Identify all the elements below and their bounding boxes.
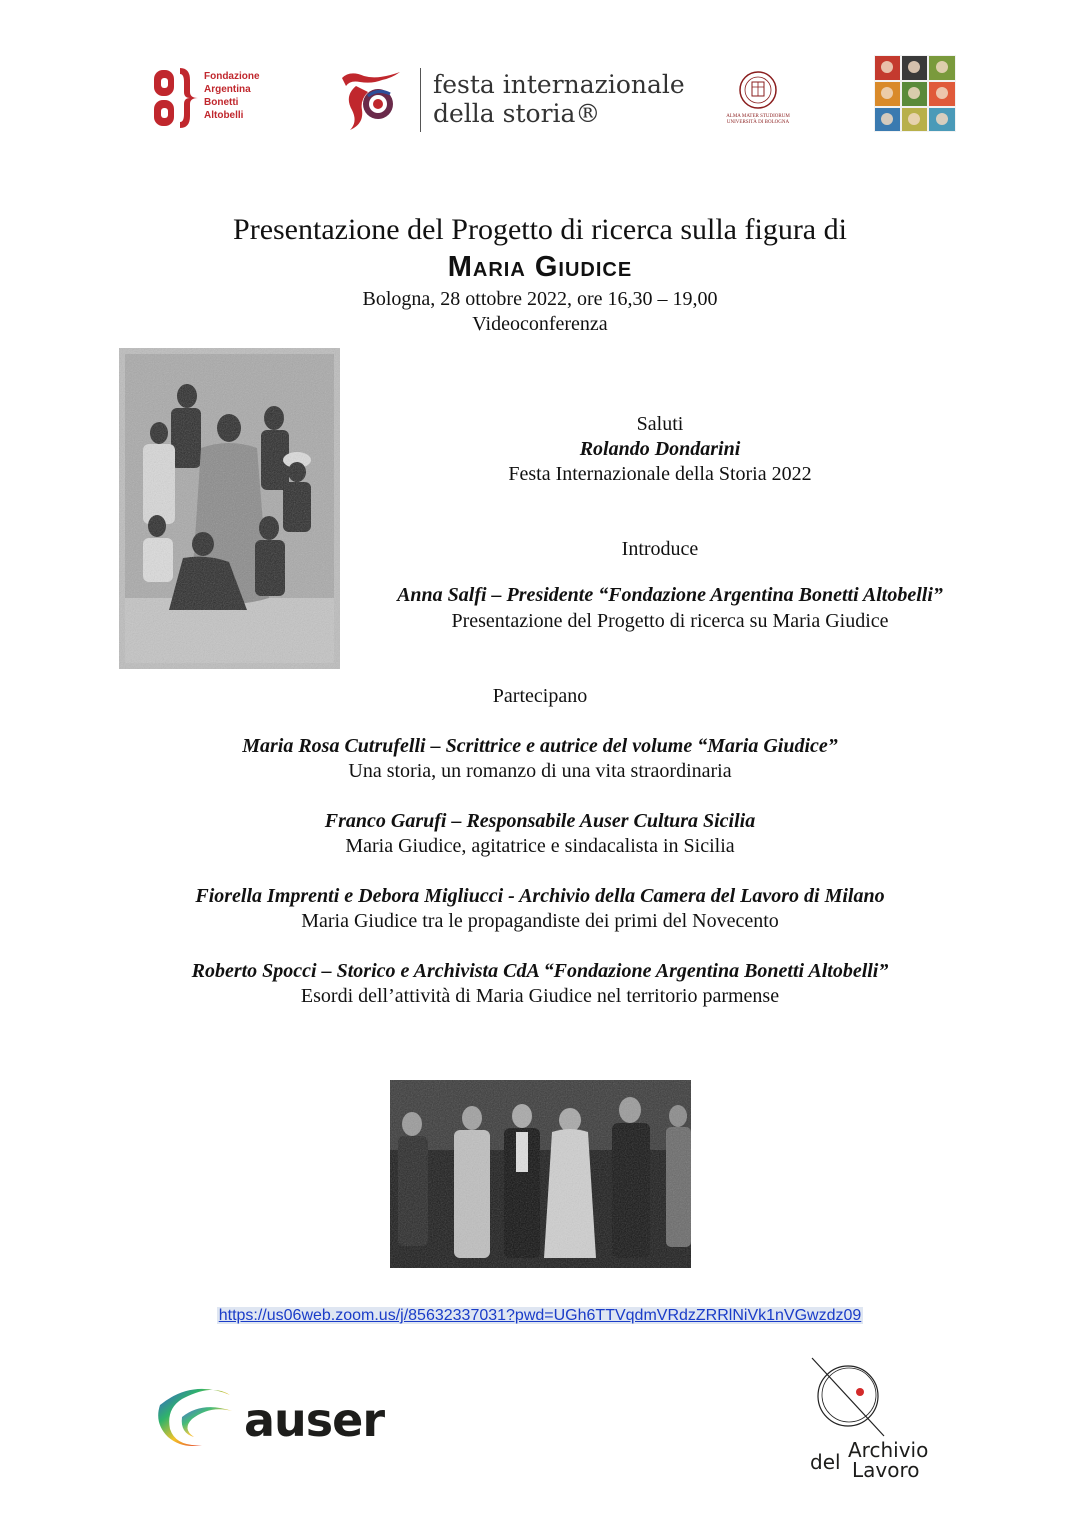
zoom-link[interactable]: https://us06web.zoom.us/j/85632337031?pwd=UGh6TTVqdmVRdzZRRlNiVk1nVGwzdz09 [218, 1307, 862, 1324]
fondazione-line: Argentina [204, 84, 251, 95]
unibo-caption [716, 114, 800, 126]
auser-rainbow-icon [152, 1375, 248, 1455]
speaker-name: Franco Garufi – Responsabile Auser Cultura Sicilia [324, 810, 756, 832]
title-name: Maria Giudice [447, 251, 633, 283]
title-line1: Presentazione del Progetto di ricerca sulla figura di [233, 213, 847, 246]
speaker-name: Maria Rosa Cutrufelli – Scrittrice e autrice del volume “Maria Giudice” [242, 735, 838, 757]
festa-storia-logo [338, 64, 688, 136]
archivio-circle-icon [808, 1356, 898, 1440]
unibo-seal-icon [738, 70, 778, 110]
introduce-name: Anna Salfi – Presidente “Fondazione Argentina Bonetti Altobelli” [397, 584, 943, 606]
introduce-topic: Presentazione del Progetto di ricerca su Maria Giudice [451, 610, 889, 632]
fondazione-logo [152, 62, 272, 132]
unibo-caption-line: UNIVERSITÀ DI BOLOGNA [726, 120, 790, 125]
speaker-topic: Maria Giudice, agitatrice e sindacalista in Sicilia [345, 835, 735, 857]
saluti-role: Festa Internazionale della Storia 2022 [508, 463, 812, 485]
saluti-label: Saluti [636, 413, 684, 435]
group-photo [390, 1080, 691, 1268]
archivio-lavoro-word: Lavoro [852, 1458, 920, 1482]
portrait-grid-icon [874, 55, 956, 132]
speaker-name: Roberto Spocci – Storico e Archivista CdA “Fondazione Argentina Bonetti Altobelli” [191, 960, 889, 982]
fondazione-name [204, 70, 260, 122]
partecipano-label: Partecipano [492, 685, 588, 707]
zoom-link-row [0, 1307, 1080, 1325]
unibo-caption-line: ALMA MATER STUDIORUM [726, 114, 790, 119]
introduce-label: Introduce [621, 538, 699, 560]
speaker-topic: Una storia, un romanzo di una vita straordinaria [348, 760, 732, 782]
fondazione-line: Bonetti [204, 97, 239, 108]
saluti-name: Rolando Dondarini [579, 438, 741, 460]
archivio-del: del [810, 1450, 841, 1474]
festa-title-line2: della storia® [433, 99, 601, 128]
fondazione-line: Fondazione [204, 71, 260, 82]
family-photo [119, 348, 340, 669]
event-mode: Videoconferenza [472, 313, 608, 335]
event-date-time: Bologna, 28 ottobre 2022, ore 16,30 – 19,00 [362, 288, 718, 310]
fondazione-line: Altobelli [204, 110, 244, 121]
archivio-word: Archivio [848, 1438, 929, 1462]
speaker-name: Fiorella Imprenti e Debora Migliucci - Archivio della Camera del Lavoro di Milano [195, 885, 885, 907]
auser-wordmark: auser [244, 1393, 385, 1447]
festa-dragon-icon [338, 66, 408, 132]
speaker-topic: Esordi dell’attività di Maria Giudice nel territorio parmense [300, 985, 780, 1007]
unibo-logo [716, 70, 800, 132]
fondazione-aa-icon [152, 66, 200, 130]
speaker-topic: Maria Giudice tra le propagandiste dei primi del Novecento [301, 910, 779, 932]
festa-separator [420, 68, 421, 132]
archivio-lavoro-logo [808, 1356, 948, 1481]
festa-title-line1: festa internazionale [433, 70, 685, 99]
auser-logo [152, 1375, 392, 1455]
